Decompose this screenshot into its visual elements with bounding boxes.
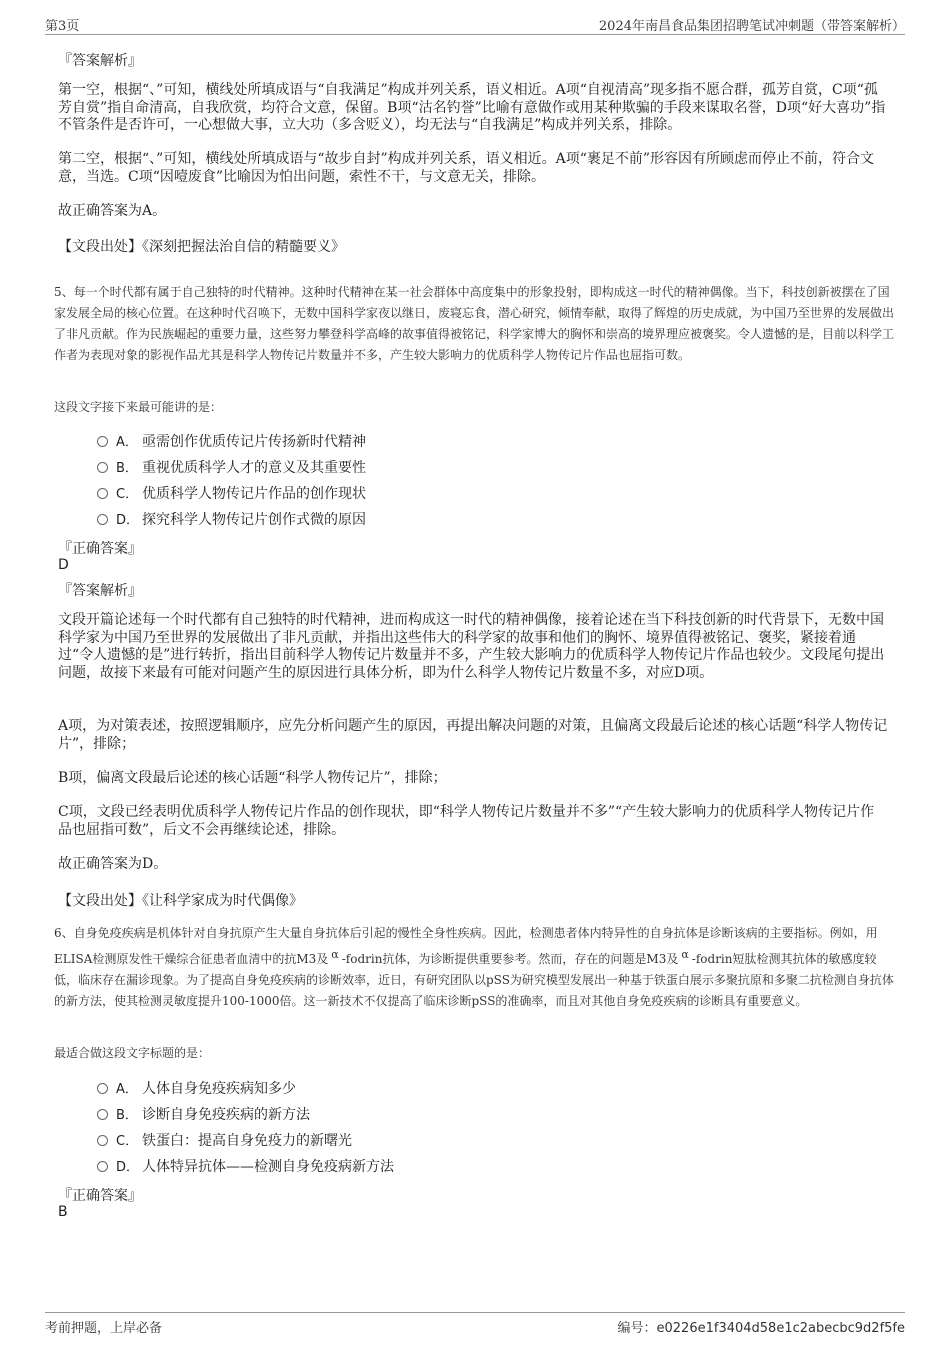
- q4-analysis-p1: 第一空，根据“、”可知，横线处所填成语与“自我满足”构成并列关系，语义相近。A项“自视清高”现多指不愿合群，孤芳自赏，C项“孤芳自赏”指自命清高，自我欣赏，均符合文意，保留。B项“沽名钓誉”比喻有意做作或用某种欺骗的手段来谋取名誉，D项“好大喜功”指不管条件是否许可，一心想做大事，立大功（多含贬义），均无法与“自我满足”构成并列关系，排除。: [58, 82, 886, 133]
- q5-source: 【文段出处】《让科学家成为时代偶像》: [58, 893, 303, 909]
- q5-analysis-label: 『答案解析』: [58, 583, 142, 599]
- radio-icon[interactable]: [97, 436, 108, 447]
- q6-option-d[interactable]: D． 人体特异抗体——检测自身免疫病新方法: [97, 1157, 394, 1177]
- radio-icon[interactable]: [97, 1083, 108, 1094]
- q5-stem: 5、每一个时代都有属于自己独特的时代精神。这种时代精神在某一社会群体中高度集中的形象投射，即构成这一时代的精神偶像。当下，科技创新被摆在了国家发展全局的核心位置。在这种时代召唤下，无数中国科学家夜以继日，废寝忘食，潜心研究，倾情奉献，取得了辉煌的历史成就，为中国乃至世界的发展做出了非凡贡献。作为民族崛起的重要力量，这些努力攀登科学高峰的故事值得被铭记，科学家博大的胸怀和崇高的境界理应被褒奖。令人遗憾的是，目前以科学工作者为表现对象的影视作品尤其是科学人物传记片数量并不多，产生较大影响力的优质科学人物传记片作品也屈指可数。: [54, 285, 895, 362]
- alpha-symbol: α: [681, 948, 689, 961]
- q5-prompt: 这段文字接下来最可能讲的是：: [54, 400, 223, 414]
- q5-analysis-p4: C项，文段已经表明优质科学人物传记片作品的创作现状，即“科学人物传记片数量并不多”“产生较大影响力的优质科学人物传记片作品也屈指可数”，后文不会再继续论述，排除。: [58, 804, 875, 838]
- q5-option-c[interactable]: C． 优质科学人物传记片作品的创作现状: [97, 484, 366, 504]
- footer-slogan: 考前押题，上岸必备: [45, 1321, 163, 1336]
- q6-correct-label: 『正确答案』: [58, 1188, 142, 1204]
- radio-icon[interactable]: [97, 1161, 108, 1172]
- q5-analysis-p2: A项，为对策表述，按照逻辑顺序，应先分析问题产生的原因，再提出解决问题的对策，且偏离文段最后论述的核心话题“科学人物传记片”，排除；: [58, 718, 888, 752]
- document-title: 2024年南昌食品集团招聘笔试冲刺题（带答案解析）: [598, 19, 905, 34]
- q4-source: 【文段出处】《深刻把握法治自信的精髓要义》: [58, 239, 345, 255]
- page-header: [45, 12, 905, 35]
- q5-analysis-p3: B项，偏离文段最后论述的核心话题“科学人物传记片”，排除；: [58, 770, 447, 786]
- document-id: 编号：e0226e1f3404d58e1c2abecbc9d2f5fe: [617, 1321, 905, 1336]
- q5-answer: D: [58, 557, 69, 573]
- q5-option-b[interactable]: B． 重视优质科学人才的意义及其重要性: [97, 458, 366, 478]
- q5-option-d[interactable]: D． 探究科学人物传记片创作式微的原因: [97, 510, 366, 530]
- q6-option-c[interactable]: C． 铁蛋白：提高自身免疫力的新曙光: [97, 1131, 352, 1151]
- q6-answer: B: [58, 1204, 68, 1220]
- alpha-symbol: α: [331, 948, 339, 961]
- radio-icon[interactable]: [97, 1109, 108, 1120]
- q6-option-b[interactable]: B． 诊断自身免疫疾病的新方法: [97, 1105, 310, 1125]
- q4-analysis-label: 『答案解析』: [58, 53, 142, 69]
- q5-option-a[interactable]: A． 亟需创作优质传记片传扬新时代精神: [97, 432, 366, 452]
- q6-stem: 6、自身免疫疾病是机体针对自身抗原产生大量自身抗体后引起的慢性全身性疾病。因此，检测患者体内特异性的自身抗体是诊断该病的主要指标。例如，用ELISA检测原发性干燥综合征患者血清中的抗M3及 α -fodrin抗体，为诊断提供重要参考。然而，存在的问题是M3及 α -fodrin短肽检测其抗体的敏感度较低，临床存在漏诊现象。为了提高自身免疫疾病的诊断效率，近日，有研究团队以pSS为研究模型发展出一种基于铁蛋白展示多聚抗原和多聚二抗检测自身抗体的新方法，使其检测灵敏度提升100-1000倍。这一新技术不仅提高了临床诊断pSS的准确率，而且对其他自身免疫疾病的诊断具有重要意义。: [54, 926, 894, 1008]
- q6-option-a[interactable]: A． 人体自身免疫疾病知多少: [97, 1079, 296, 1099]
- radio-icon[interactable]: [97, 1135, 108, 1146]
- q4-conclusion: 故正确答案为A。: [58, 203, 167, 219]
- q5-correct-label: 『正确答案』: [58, 541, 142, 557]
- page-footer: [45, 1312, 905, 1335]
- q6-prompt: 最适合做这段文字标题的是：: [54, 1046, 211, 1060]
- q5-conclusion: 故正确答案为D。: [58, 856, 168, 872]
- radio-icon[interactable]: [97, 514, 108, 525]
- radio-icon[interactable]: [97, 488, 108, 499]
- page-number: 第3页: [45, 19, 80, 34]
- q5-analysis-p1: 文段开篇论述每一个时代都有自己独特的时代精神，进而构成这一时代的精神偶像，接着论述在当下科技创新的时代背景下，无数中国科学家为中国乃至世界的发展做出了非凡贡献，并指出这些伟大的科学家的故事和他们的胸怀、境界值得被铭记、褒奖，紧接着通过“令人遗憾的是”进行转折，指出目前科学人物传记片数量并不多，产生较大影响力的优质科学人物传记片作品也较少。文段尾句提出问题，故接下来最有可能对问题产生的原因进行具体分析，即为什么科学人物传记片数量不多，对应D项。: [58, 612, 885, 681]
- radio-icon[interactable]: [97, 462, 108, 473]
- q4-analysis-p2: 第二空，根据“、”可知，横线处所填成语与“故步自封”构成并列关系，语义相近。A项“裹足不前”形容因有所顾虑而停止不前，符合文意，当选。C项“因噎废食”比喻因为怕出问题，索性不干，与文意无关，排除。: [58, 151, 875, 185]
